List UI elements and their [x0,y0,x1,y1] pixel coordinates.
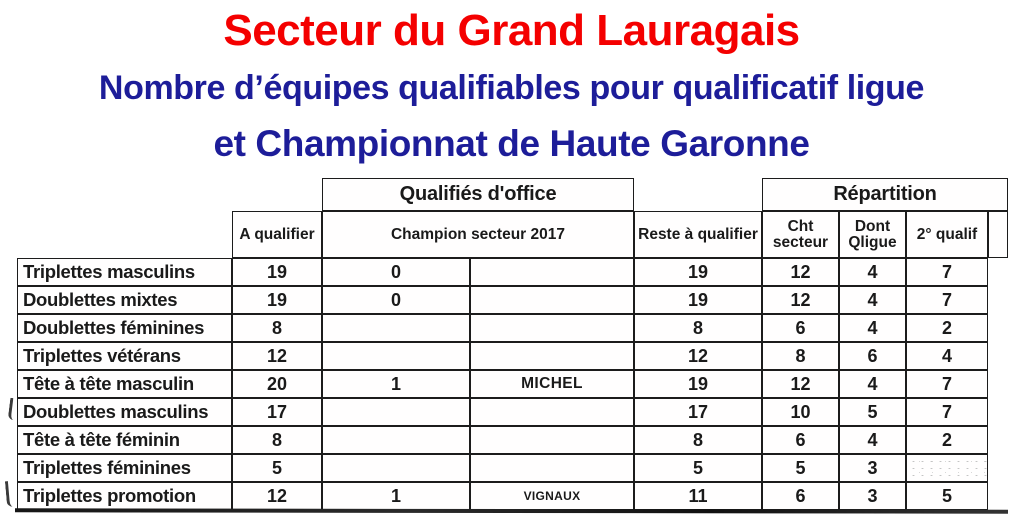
qualification-table [17,178,1008,510]
champion-count-value: 0 [322,258,470,286]
champion-count-value [322,314,470,342]
cht-secteur-value: 8 [762,342,839,370]
champion-name-value [470,342,634,370]
reste-a-qualifier-value: 5 [634,454,762,482]
category-label: Doublettes masculins [17,398,232,426]
a-qualifier-value: 17 [232,398,322,426]
dont-qligue-value: 3 [839,482,906,510]
a-qualifier-value: 5 [232,454,322,482]
scan-smudge-artifact [8,398,17,421]
reste-a-qualifier-value: 8 [634,314,762,342]
cht-secteur-value: 6 [762,482,839,510]
champion-count-value [322,454,470,482]
dont-qligue-value: 4 [839,286,906,314]
a-qualifier-value: 12 [232,342,322,370]
champion-name-value [470,314,634,342]
col-header-a-qualifier: A qualifier [232,211,322,258]
a-qualifier-value: 8 [232,314,322,342]
col-header-2-qualif: 2° qualif [906,211,988,258]
group-header-repartition: Répartition [762,178,1008,211]
second-qualif-value: 7 [906,286,988,314]
cht-secteur-value: 10 [762,398,839,426]
scan-smudge-artifact [5,481,13,507]
cht-secteur-value: 5 [762,454,839,482]
dont-qligue-value: 5 [839,398,906,426]
champion-name-value [470,398,634,426]
cht-secteur-value: 12 [762,286,839,314]
reste-a-qualifier-value: 19 [634,258,762,286]
dont-qligue-value: 3 [839,454,906,482]
second-qualif-value [906,454,988,482]
category-label: Doublettes féminines [17,314,232,342]
second-qualif-value: 2 [906,426,988,454]
col-header-cht-secteur: Cht secteur [762,211,839,258]
cht-secteur-value: 6 [762,314,839,342]
second-qualif-value: 2 [906,314,988,342]
reste-a-qualifier-value: 11 [634,482,762,510]
category-label: Triplettes féminines [17,454,232,482]
cht-secteur-value: 12 [762,258,839,286]
second-qualif-value: 7 [906,258,988,286]
dont-qligue-value: 4 [839,370,906,398]
champion-count-value: 1 [322,482,470,510]
document-header [0,0,1023,165]
second-qualif-value: 4 [906,342,988,370]
champion-name-value [470,258,634,286]
dont-qligue-value: 6 [839,342,906,370]
category-label: Triplettes promotion [17,482,232,510]
cht-secteur-value: 12 [762,370,839,398]
col-header-dont-qligue: Dont Qligue [839,211,906,258]
champion-count-value [322,342,470,370]
subtitle-line-2: et Championnat de Haute Garonne [213,123,810,164]
champion-count-value [322,426,470,454]
champion-name-value [470,426,634,454]
reste-a-qualifier-value: 12 [634,342,762,370]
subtitle-line-1: Nombre d’équipes qualifiables pour qualificatif ligue [98,69,925,107]
category-label: Doublettes mixtes [17,286,232,314]
champion-name-value: MICHEL [470,370,634,398]
a-qualifier-value: 20 [232,370,322,398]
champion-count-value [322,398,470,426]
cht-secteur-value: 6 [762,426,839,454]
champion-count-value: 1 [322,370,470,398]
reste-a-qualifier-value: 8 [634,426,762,454]
a-qualifier-value: 8 [232,426,322,454]
second-qualif-value: 5 [906,482,988,510]
reste-a-qualifier-value: 17 [634,398,762,426]
category-label: Tête à tête féminin [17,426,232,454]
a-qualifier-value: 19 [232,286,322,314]
col-header-champion-secteur-2017: Champion secteur 2017 [322,211,634,258]
category-label: Triplettes vétérans [17,342,232,370]
page-title: Secteur du Grand Lauragais [223,6,800,55]
champion-name-value: VIGNAUX [470,482,634,510]
category-label: Triplettes masculins [17,258,232,286]
dont-qligue-value: 4 [839,314,906,342]
header-spacer-cell [988,211,1008,258]
second-qualif-value: 7 [906,398,988,426]
dont-qligue-value: 4 [839,426,906,454]
group-header-qualifies-doffice: Qualifiés d'office [322,178,634,211]
second-qualif-value: 7 [906,370,988,398]
a-qualifier-value: 19 [232,258,322,286]
champion-count-value: 0 [322,286,470,314]
table-bottom-rule [15,508,1008,513]
a-qualifier-value: 12 [232,482,322,510]
reste-a-qualifier-value: 19 [634,370,762,398]
champion-name-value [470,454,634,482]
reste-a-qualifier-value: 19 [634,286,762,314]
champion-name-value [470,286,634,314]
col-header-reste-a-qualifier: Reste à qualifier [634,211,762,258]
category-label: Tête à tête masculin [17,370,232,398]
dont-qligue-value: 4 [839,258,906,286]
